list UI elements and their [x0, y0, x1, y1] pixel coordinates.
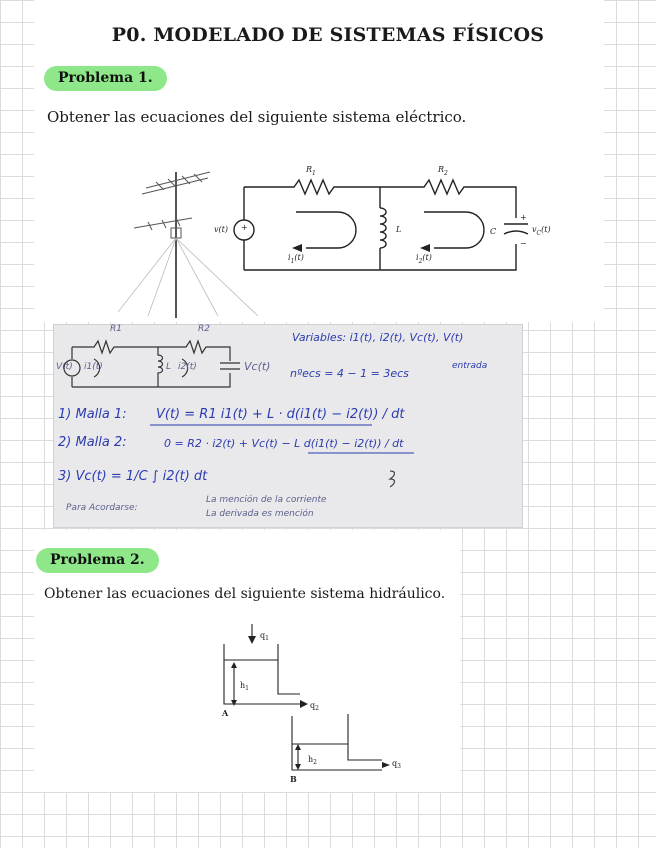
r1-label: $R_1$	[306, 165, 316, 177]
problem-2-badge: Problema 2.	[36, 548, 159, 573]
capacitor-label: C	[490, 227, 497, 236]
notes-mallas: nºecs = 4 − 1 = 3ecs	[290, 367, 409, 380]
notes-remember-1: La mención de la corriente	[206, 495, 327, 505]
notes-eq1: V(t) = R1 i1(t) + L · d(i1(t) − i2(t)) / dt	[156, 407, 405, 422]
notes-eq3: 3) Vc(t) = 1/C ∫ i2(t) dt	[58, 469, 208, 484]
notes-r1: R1	[110, 324, 122, 334]
page-title: P0. MODELADO DE SISTEMAS FÍSICOS	[111, 24, 545, 46]
vc-label: $v_C(t)$	[532, 225, 551, 237]
source-label: v(t)	[214, 225, 228, 234]
problem-2-statement: Obtener las ecuaciones del siguiente sistema hidráulico.	[44, 586, 446, 602]
notes-eq2: 0 = R2 · i2(t) + Vc(t) − L d(i1(t) − i2(t)) / dt	[164, 437, 404, 450]
notes-variables: Variables: i1(t), i2(t), Vc(t), V(t)	[292, 331, 464, 344]
h1-label: $h_1$	[240, 681, 249, 692]
q3-label: $q_3$	[392, 759, 401, 770]
notes-loop2: i2(t)	[178, 362, 197, 372]
notes-entrada: entrada	[452, 361, 488, 371]
electric-circuit-diagram	[196, 158, 566, 278]
capacitor-plus: +	[520, 213, 527, 222]
notes-vs: V(t)	[56, 362, 73, 372]
handwritten-notes-photo	[53, 324, 523, 528]
notes-ind: L	[166, 362, 172, 372]
source-plus: +	[241, 223, 248, 232]
q1-label: $q_1$	[260, 631, 269, 642]
tank-a-label: A	[222, 708, 229, 718]
inductor-label: L	[396, 225, 402, 234]
notes-remember-2: La derivada es mención	[206, 509, 314, 519]
q2-label: $q_2$	[310, 701, 319, 712]
capacitor-minus: −	[520, 239, 527, 248]
problem-1-badge: Problema 1.	[44, 66, 167, 91]
i2-label: $i_2(t)$	[416, 253, 432, 265]
notes-eq1-label: 1) Malla 1:	[58, 407, 127, 422]
notes-r2: R2	[198, 324, 210, 334]
h2-label: $h_2$	[308, 755, 317, 766]
i1-label: $i_1(t)$	[288, 253, 304, 265]
problem-1-statement: Obtener las ecuaciones del siguiente sistema eléctrico.	[47, 108, 467, 126]
notes-remember: Para Acordarse:	[66, 503, 138, 513]
tank-b-label: B	[290, 774, 297, 784]
notes-vc: Vc(t)	[244, 360, 271, 373]
hydraulic-tanks-diagram	[210, 618, 410, 788]
notes-loop1: i1(t)	[84, 362, 103, 372]
r2-label: $R_2$	[438, 165, 448, 177]
notes-eq2-label: 2) Malla 2:	[58, 435, 127, 450]
